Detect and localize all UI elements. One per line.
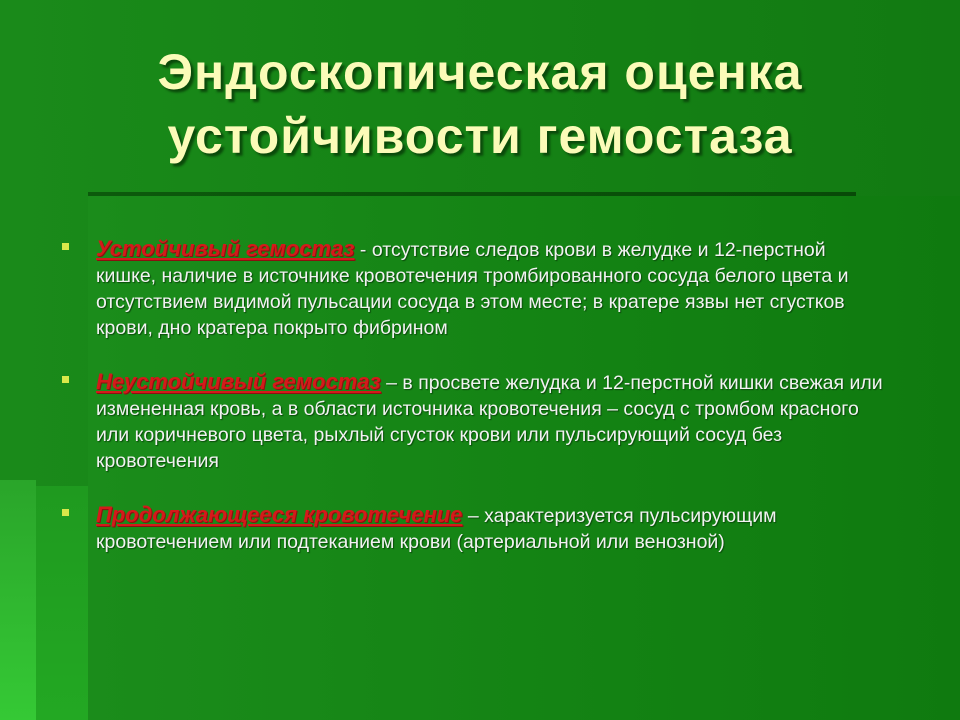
slide-title-line-2: устойчивости гемостаза xyxy=(167,108,793,164)
slide-title-line-1: Эндоскопическая оценка xyxy=(157,44,803,100)
item-text: – характеризуется пульсирующим кровотечением или подтеканием крови (артериальной или венозной) xyxy=(96,505,777,553)
bullet-list xyxy=(60,236,890,583)
item-text: – в просвете желудка и 12-перстной кишки свежая или измененная кровь, а в области источника кровотечения – сосуд с тромбом красного или коричневого цвета, рыхлый сгусток крови или пульсирующий сосуд без кровотечения xyxy=(96,372,883,472)
list-item xyxy=(60,369,890,474)
list-item xyxy=(60,236,890,341)
square-bullet-icon xyxy=(62,243,69,250)
square-bullet-icon xyxy=(62,509,69,516)
square-bullet-icon xyxy=(62,376,69,383)
item-term: Неустойчивый гемостаз xyxy=(96,369,381,394)
slide-title xyxy=(0,40,960,168)
list-item xyxy=(60,502,890,555)
item-text: - отсутствие следов крови в желудке и 12-перстной кишке, наличие в источнике кровотечения тромбированного сосуда белого цвета и отсутствием видимой пульсации сосуда в этом месте; в кратере язвы нет сгустков крови, дно кратера покрыто фибрином xyxy=(96,239,849,339)
title-divider xyxy=(88,192,856,196)
item-term: Продолжающееся кровотечение xyxy=(96,502,463,527)
item-term: Устойчивый гемостаз xyxy=(96,236,355,261)
background-stripe xyxy=(0,480,36,720)
